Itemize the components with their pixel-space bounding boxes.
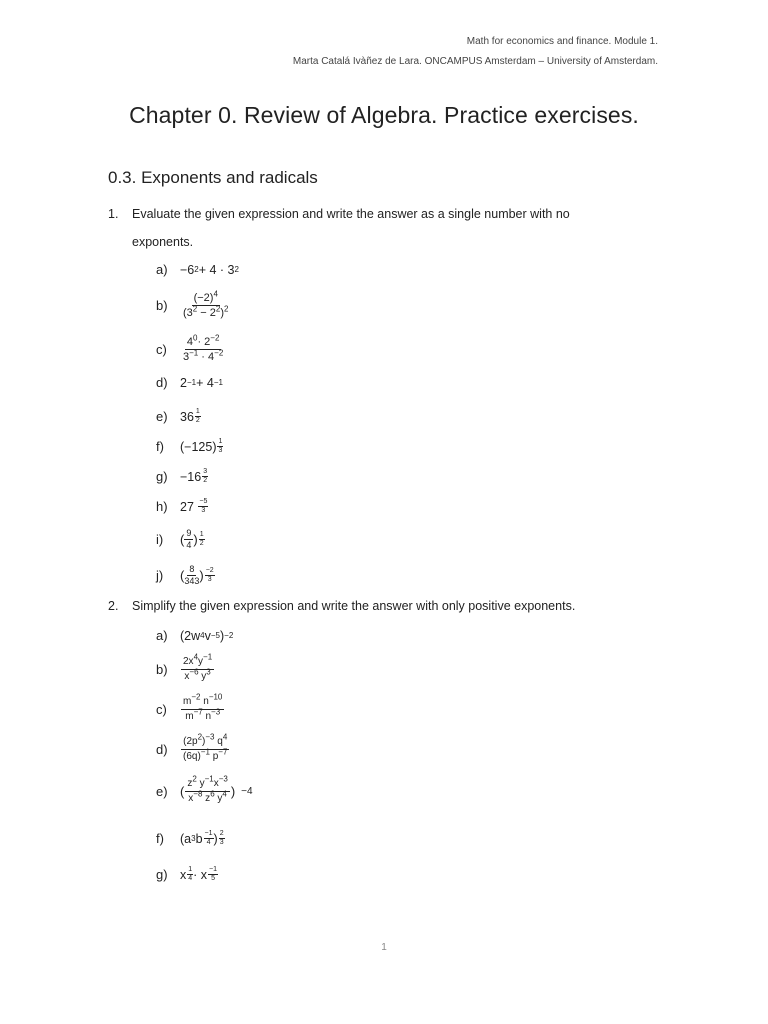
math-text: x [184, 671, 190, 682]
q2-item-b [156, 652, 215, 683]
item-label: c) [156, 342, 167, 357]
q1-item-e [156, 408, 201, 425]
fraction [184, 564, 199, 587]
fractional-exponent [219, 830, 225, 847]
exponent: −7 [193, 707, 203, 717]
question-number: 1. [108, 207, 119, 221]
item-label: e) [156, 409, 168, 424]
math-text: 4 [186, 336, 193, 348]
math-text: −6 [180, 262, 195, 277]
math-text: (3 [183, 307, 193, 319]
section-heading: 0.3. Exponents and radicals [108, 168, 318, 187]
exponent-numerator: −1 [209, 866, 218, 873]
math-text: x [213, 778, 219, 789]
math-text: + 4 · 3 [198, 262, 235, 277]
exponent: −7 [218, 747, 228, 757]
fractional-exponent [205, 567, 215, 584]
math-text: y [196, 778, 205, 789]
exponent: 2 [192, 304, 198, 314]
fractional-exponent [204, 830, 214, 847]
item-label: e) [156, 784, 168, 799]
math-text: x [180, 867, 187, 882]
math-text: v [204, 628, 211, 643]
exponent-denominator: 2 [203, 477, 208, 484]
header-author: Marta Catalá Ivàñez de Lara. ONCAMPUS Amsterdam – University of Amsterdam. [292, 56, 658, 67]
exponent: −6 [189, 667, 199, 677]
exponent-numerator: −1 [204, 830, 213, 837]
math-text: (−125) [180, 439, 217, 454]
exponent-denominator: 2 [199, 540, 204, 547]
math-text: y [198, 671, 207, 682]
exponent-numerator: 2 [219, 830, 224, 837]
fraction [181, 333, 225, 363]
exponent-numerator: 1 [199, 531, 204, 538]
item-label: c) [156, 702, 167, 717]
exponent: 0 [192, 333, 198, 343]
exponent: −2 [191, 692, 201, 702]
denominator: 343 [184, 576, 200, 586]
math-text: 27 [180, 499, 194, 514]
fractional-exponent [195, 408, 201, 425]
exponent: 6 [210, 789, 215, 799]
exponent: 4 [213, 289, 218, 299]
exponent-numerator: 1 [195, 408, 200, 415]
q2-item-g [156, 866, 218, 883]
fractional-exponent [208, 866, 218, 883]
page-title: Chapter 0. Review of Algebra. Practice exercises. [129, 102, 639, 128]
math-text: · 2 [197, 336, 211, 348]
denominator: 4 [186, 540, 192, 550]
math-text: q [214, 736, 223, 747]
math-text: m [183, 696, 192, 707]
q1-item-j [156, 564, 215, 587]
item-label: d) [156, 375, 168, 390]
exponent-denominator: 2 [195, 417, 200, 424]
item-label: h) [156, 499, 168, 514]
exponent: 4 [222, 789, 227, 799]
fraction [181, 289, 230, 319]
math-text: 2x [183, 656, 194, 667]
question-1-text [108, 200, 658, 256]
fractional-exponent [199, 531, 205, 548]
math-text: (2p [183, 736, 198, 747]
exponent: −1 [204, 774, 214, 784]
item-label: a) [156, 262, 168, 277]
question-text-line: Simplify the given expression and write the answer with only positive exponents. [132, 599, 576, 613]
math-text: z [202, 793, 211, 804]
math-text: ( [180, 784, 185, 799]
exponent: −1 [200, 747, 210, 757]
exponent: 4 [193, 652, 199, 662]
math-text: (a [180, 831, 192, 846]
math-text: ( [180, 532, 185, 547]
math-text: −16 [180, 469, 202, 484]
exponent: −1 [189, 348, 199, 358]
exponent: −3 [211, 707, 221, 717]
fraction [181, 692, 224, 723]
math-text: + 4 [196, 375, 214, 390]
q1-item-d: d) 2 −1 + 4 −1 [156, 375, 223, 390]
q2-item-d [156, 732, 230, 763]
exponent-denominator: 4 [206, 839, 211, 846]
item-label: f) [156, 831, 164, 846]
fractional-exponent [202, 468, 208, 485]
exponent-denominator: 5 [211, 875, 215, 882]
exponent-denominator: 4 [188, 875, 193, 882]
q1-item-a: a) −6 2 + 4 · 3 2 [156, 262, 239, 277]
question-2-text [108, 592, 658, 620]
exponent: 2 [197, 732, 203, 742]
q2-item-f: f) (a 3 b $\frac{-1}{4}$ ) $\frac{2}{3}$ [156, 830, 224, 846]
math-text: n [202, 711, 212, 722]
math-text: m [185, 711, 194, 722]
math-text: ( [180, 568, 185, 583]
item-label: a) [156, 628, 168, 643]
q2-item-e [156, 774, 253, 805]
q1-item-h [156, 498, 208, 515]
math-text: n [200, 696, 209, 707]
math-text: 36 [180, 409, 194, 424]
exponent: 2 [192, 774, 197, 784]
exponent-denominator: 3 [218, 447, 223, 454]
fraction [185, 774, 229, 805]
q1-item-c [156, 333, 226, 363]
math-text: (−2) [193, 292, 214, 304]
exponent: 4 [222, 732, 228, 742]
math-text: ) [219, 628, 225, 643]
math-text: ) [199, 568, 204, 583]
fraction [181, 652, 214, 683]
exponent-numerator: −2 [205, 567, 214, 574]
page-number: 1 [381, 942, 387, 953]
item-label: b) [156, 298, 168, 313]
exponent-denominator: 3 [219, 839, 224, 846]
exponent-numerator: −5 [199, 498, 208, 505]
exponent: −3 [218, 774, 228, 784]
item-label: j) [156, 568, 164, 583]
fractional-exponent [198, 498, 208, 515]
exponent: −4 [241, 786, 253, 797]
math-text: ) [213, 831, 218, 846]
math-text: (6q) [183, 751, 201, 762]
math-text: y [214, 793, 223, 804]
exponent-denominator: 3 [201, 507, 206, 514]
math-text: 3 [183, 351, 190, 363]
math-text: x [188, 793, 194, 804]
math-text: (2w [180, 628, 201, 643]
math-text: ) [230, 784, 236, 799]
item-label: i) [156, 532, 164, 547]
q1-item-g [156, 468, 208, 485]
exponent: −3 [205, 732, 215, 742]
exponent: 2 [224, 304, 229, 314]
exponent: 3 [206, 667, 211, 677]
math-text: p [209, 751, 219, 762]
q1-item-f [156, 438, 223, 455]
exponent: −1 [203, 652, 213, 662]
item-label: b) [156, 662, 168, 677]
exponent-numerator: 1 [218, 438, 223, 445]
math-text: ) [193, 532, 198, 547]
exponent: −2 [210, 333, 220, 343]
numerator: 8 [189, 564, 195, 574]
math-text: ) [202, 736, 206, 747]
fraction [181, 732, 229, 763]
question-text-line: Evaluate the given expression and write the answer as a single number with no [132, 207, 570, 221]
exponent: −10 [208, 692, 223, 702]
exponent-denominator: 3 [207, 576, 212, 583]
exponent-numerator: 3 [203, 468, 208, 475]
math-text: y [198, 656, 204, 667]
question-text-line: exponents. [132, 235, 194, 249]
item-label: f) [156, 439, 164, 454]
fraction [184, 528, 193, 551]
math-text: z [187, 778, 193, 789]
exponent-numerator: 1 [188, 866, 193, 873]
math-text: b [195, 831, 203, 846]
math-text: · 4 [198, 351, 215, 363]
question-number: 2. [108, 599, 119, 613]
exponent: 2 [215, 304, 221, 314]
numerator: 9 [186, 528, 192, 538]
q2-item-c [156, 692, 225, 723]
item-label: g) [156, 867, 168, 882]
math-text: ) [220, 307, 225, 319]
item-label: d) [156, 742, 168, 757]
exponent: −2 [214, 348, 224, 358]
fractional-exponent [217, 438, 223, 455]
q2-item-a: a) (2w 4 v −5 ) −2 [156, 628, 234, 643]
math-text: 2 [180, 375, 187, 390]
q1-item-b [156, 289, 231, 319]
math-text: · x [193, 867, 208, 882]
item-label: g) [156, 469, 168, 484]
header-course: Math for economics and finance. Module 1. [466, 36, 658, 47]
q1-item-i [156, 528, 205, 551]
math-text: − 2 [197, 307, 216, 319]
exponent: −8 [193, 789, 203, 799]
